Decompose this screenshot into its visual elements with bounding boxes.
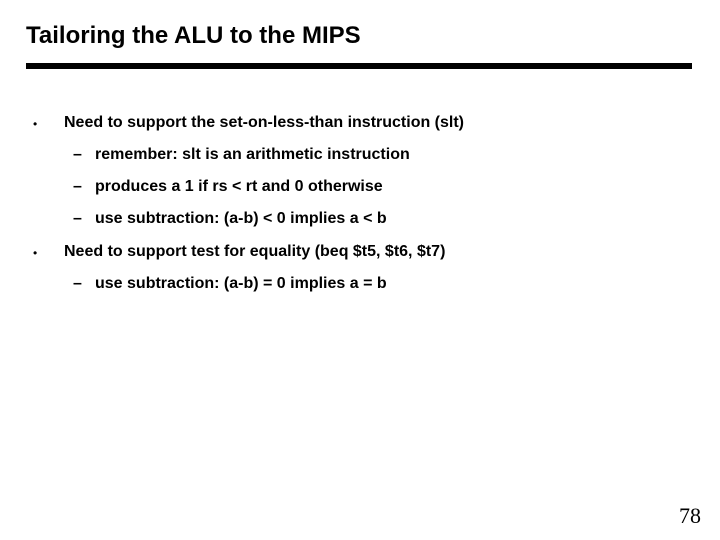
dash-marker: – <box>73 275 82 292</box>
list-item: Need to support the set-on-less-than instruction (slt) <box>64 114 465 131</box>
list-item: Need to support test for equality (beq $t5, $t6, $t7) <box>64 243 446 260</box>
sub-list-item: use subtraction: (a-b) < 0 implies a < b <box>95 210 387 227</box>
bullet-marker: • <box>33 246 38 260</box>
slide-title: Tailoring the ALU to the MIPS <box>26 22 361 49</box>
title-rule <box>26 63 692 69</box>
dash-marker: – <box>73 178 82 195</box>
sub-list-item: remember: slt is an arithmetic instruction <box>95 146 410 163</box>
page-number: 78 <box>679 503 701 528</box>
dash-marker: – <box>73 146 82 163</box>
dash-marker: – <box>73 210 82 227</box>
bullet-marker: • <box>33 117 38 131</box>
sub-list-item: produces a 1 if rs < rt and 0 otherwise <box>95 178 383 195</box>
sub-list-item: use subtraction: (a-b) = 0 implies a = b <box>95 275 387 292</box>
